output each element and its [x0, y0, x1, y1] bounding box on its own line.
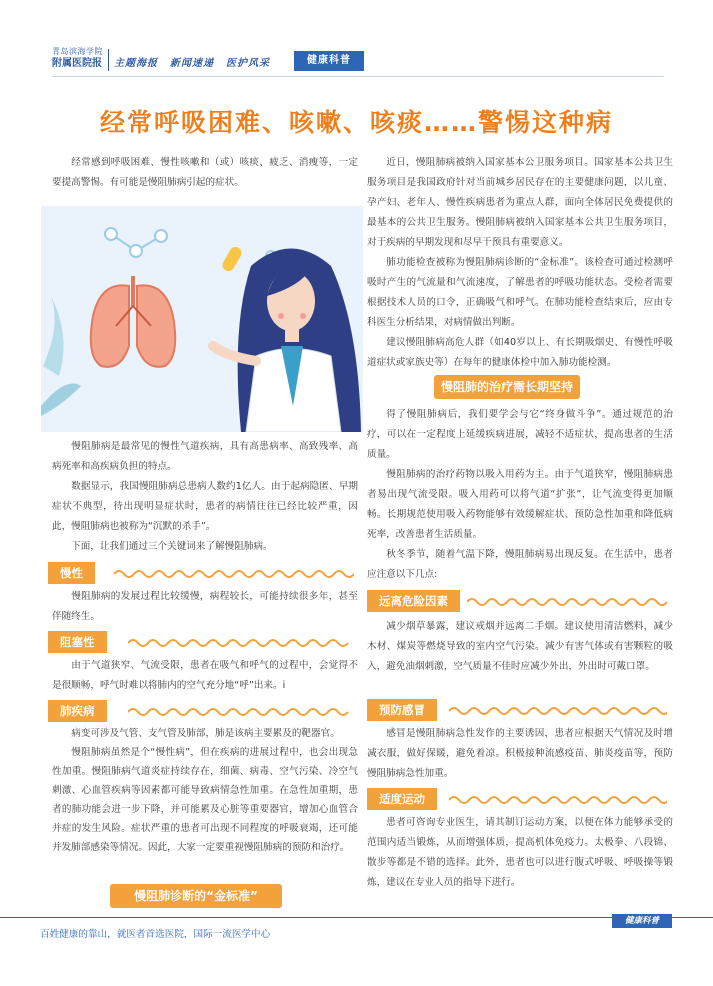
chain-decoration: [128, 637, 354, 649]
masthead-divider: [108, 49, 109, 71]
section-label: 预防感冒: [367, 699, 437, 721]
paragraph: 近日，慢阻肺病被纳入国家基本公卫服务项目。国家基本公共卫生服务项目是我国政府针对当前城乡居民存在的主要健康问题，以儿童、孕产妇、老年人、慢性疾病患者为重点人群，面向全体居民免费提供的最基本的公共卫生服务。慢阻肺病被纳入国家基本公共卫生服务项目，对于疾病的早期发现和尽早干预具有重要意义。: [367, 157, 673, 248]
chain-decoration: [449, 794, 667, 806]
masthead-school: 青岛滨海学院: [52, 47, 103, 56]
paragraph: 慢阻肺病是最常见的慢性气道疾病，具有高患病率、高致残率、高病死率和高疾病负担的特点。: [52, 441, 358, 472]
paragraph: 肺功能检查被称为慢阻肺病诊断的“金标准”。该检查可通过检测呼吸时产生的气流量和气流速度，了解患者的呼吸功能状态。受检者需要根据技术人员的口令，正确吸气和呼气。在肺功能检查结束后，应由专科医生分析结果，对病情做出判断。: [367, 257, 673, 328]
masthead-paper-name: 附属医院报: [52, 58, 102, 69]
paragraph: 减少烟草暴露，建议戒烟并远离二手烟。建议使用清洁燃料，减少木材、煤炭等燃烧导致的室内空气污染。减少有害气体或有害颗粒的吸入，避免油烟刺激，空气质量不佳时应减少外出，外出时可戴口罩。: [367, 621, 673, 672]
footer-rule: [0, 917, 713, 918]
section-label: 远离危险因素: [367, 590, 460, 612]
subheading-long-term-treatment: 慢阻肺的治疗需长期坚持: [434, 375, 580, 399]
subheading-gold-standard: 慢阻肺诊断的“金标准”: [110, 884, 282, 908]
paragraph: 感冒是慢阻肺病急性发作的主要诱因，患者应根据天气情况及时增减衣服，做好保暖，避免着凉。积极接种流感疫苗、肺炎疫苗等，预防慢阻肺病急性加重。: [367, 728, 673, 779]
section-header-chronic: [48, 562, 358, 584]
section-header-obstructive: [48, 631, 358, 653]
chain-decoration: [128, 706, 354, 718]
section-header-exercise: [367, 788, 673, 810]
section-body-lung-disease: [52, 724, 358, 857]
paragraph: 建议慢阻肺病高危人群（如40岁以上、有长期吸烟史、有慢性呼吸道症状或家族史等）在每年的健康体检中加入肺功能检测。: [367, 337, 673, 368]
chain-decoration: [467, 596, 667, 608]
section-body-obstructive: [52, 656, 358, 696]
left-intro: [52, 153, 358, 193]
section-header-lung-disease: [48, 700, 358, 722]
section-header-avoid-risk: [367, 590, 673, 612]
paragraph: 慢阻肺病的发展过程比较缓慢，病程较长，可能持续很多年，甚至伴随终生。: [52, 591, 358, 622]
paragraph: 慢阻肺病虽然是个“慢性病”，但在疾病的进展过程中，也会出现急性加重。慢阻肺病气道炎症持续存在，细菌、病毒、空气污染、冷空气刺激、心血管疾病等因素都可能导致病情急性加重。在急性加重期，患者的肺功能会进一步下降，并可能累及心脏等重要器官，增加心血管合并症的发生风险。症状严重的患者可出现不同程度的呼吸衰竭，还可能并发肺部感染等情况。因此，大家一定要重视慢阻肺病的预防和治疗。: [52, 747, 358, 853]
paragraph: 秋冬季节，随着气温下降，慢阻肺病易出现反复。在生活中，患者应注意以下几点:: [367, 549, 673, 580]
masthead-slogans: [114, 54, 282, 69]
section-header-prevent-cold: [367, 699, 673, 721]
right-body-2: [367, 405, 673, 585]
footer-slogan: 百姓健康的靠山，就医者首选医院，国际一流医学中心: [40, 929, 271, 940]
chain-decoration: [114, 568, 354, 580]
section-body-chronic: [52, 587, 358, 627]
section-body-prevent-cold: [367, 724, 673, 784]
paragraph: 数据显示，我国慢阻肺病总患病人数约1亿人。由于起病隐匿、早期症状不典型，待出现明显症状时，患者的病情往往已经比较严重，因此，慢阻肺病也被称为“沉默的杀手”。: [52, 481, 358, 532]
slogan-1: 主题海报: [114, 58, 158, 69]
illustration-svg: [41, 206, 363, 432]
doctor-lungs-illustration: [41, 206, 363, 432]
paragraph: 病变可涉及气管、支气管及肺部，肺是该病主要累及的靶器官。: [71, 728, 340, 739]
paragraph: 下面，让我们通过三个关键词来了解慢阻肺病。: [71, 541, 273, 552]
paragraph: 得了慢阻肺病后，我们要学会与它“终身做斗争”。通过规范的治疗，可以在一定程度上延缓疾病进展，减轻不适症状，提高患者的生活质量。: [367, 409, 673, 460]
section-label: 慢性: [48, 562, 95, 584]
left-body: [52, 437, 358, 557]
slogan-2: 新闻速递: [170, 58, 214, 69]
section-label: 阻塞性: [48, 631, 107, 653]
section-body-avoid-risk: [367, 617, 673, 677]
paragraph: 由于气道狭窄、气流受限，患者在吸气和呼气的过程中，会觉得不是很顺畅，呼气时难以将肺内的空气充分地“呼”出来。i: [52, 660, 358, 691]
intro-paragraph: 经常感到呼吸困难、慢性咳嗽和（或）咳痰、疲乏、消瘦等，一定要提高警惕。有可能是慢阻肺病引起的症状。: [52, 157, 358, 188]
paragraph: 慢阻肺病的治疗药物以吸入用药为主。由于气道狭窄，慢阻肺病患者易出现气流受限。吸入用药可以将气道“扩张”，让气流变得更加顺畅。长期规范使用吸入药物能够有效缓解症状、预防急性加重和降低病死率，改善患者生活质量。: [367, 469, 673, 540]
section-badge: 健康科普: [294, 51, 364, 71]
slogan-3: 医护风采: [226, 58, 270, 69]
footer-badge: 健康科普: [612, 914, 672, 928]
section-body-exercise: [367, 813, 673, 893]
masthead-rule: [52, 76, 664, 77]
section-label: 肺疾病: [48, 700, 107, 722]
article-title: 经常呼吸困难、咳嗽、咳痰……警惕这种病: [99, 108, 613, 137]
paragraph: 患者可咨询专业医生，请其制订运动方案，以便在体力能够承受的范围内适当锻炼，从而增强体质，提高机体免疫力。太极拳、八段锦、散步等都是不错的选择。此外，患者也可以进行腹式呼吸、呼吸操等锻炼，建议在专业人员的指导下进行。: [367, 817, 673, 888]
chain-decoration: [449, 705, 667, 717]
right-body-1: [367, 153, 673, 373]
section-label: 适度运动: [367, 788, 437, 810]
